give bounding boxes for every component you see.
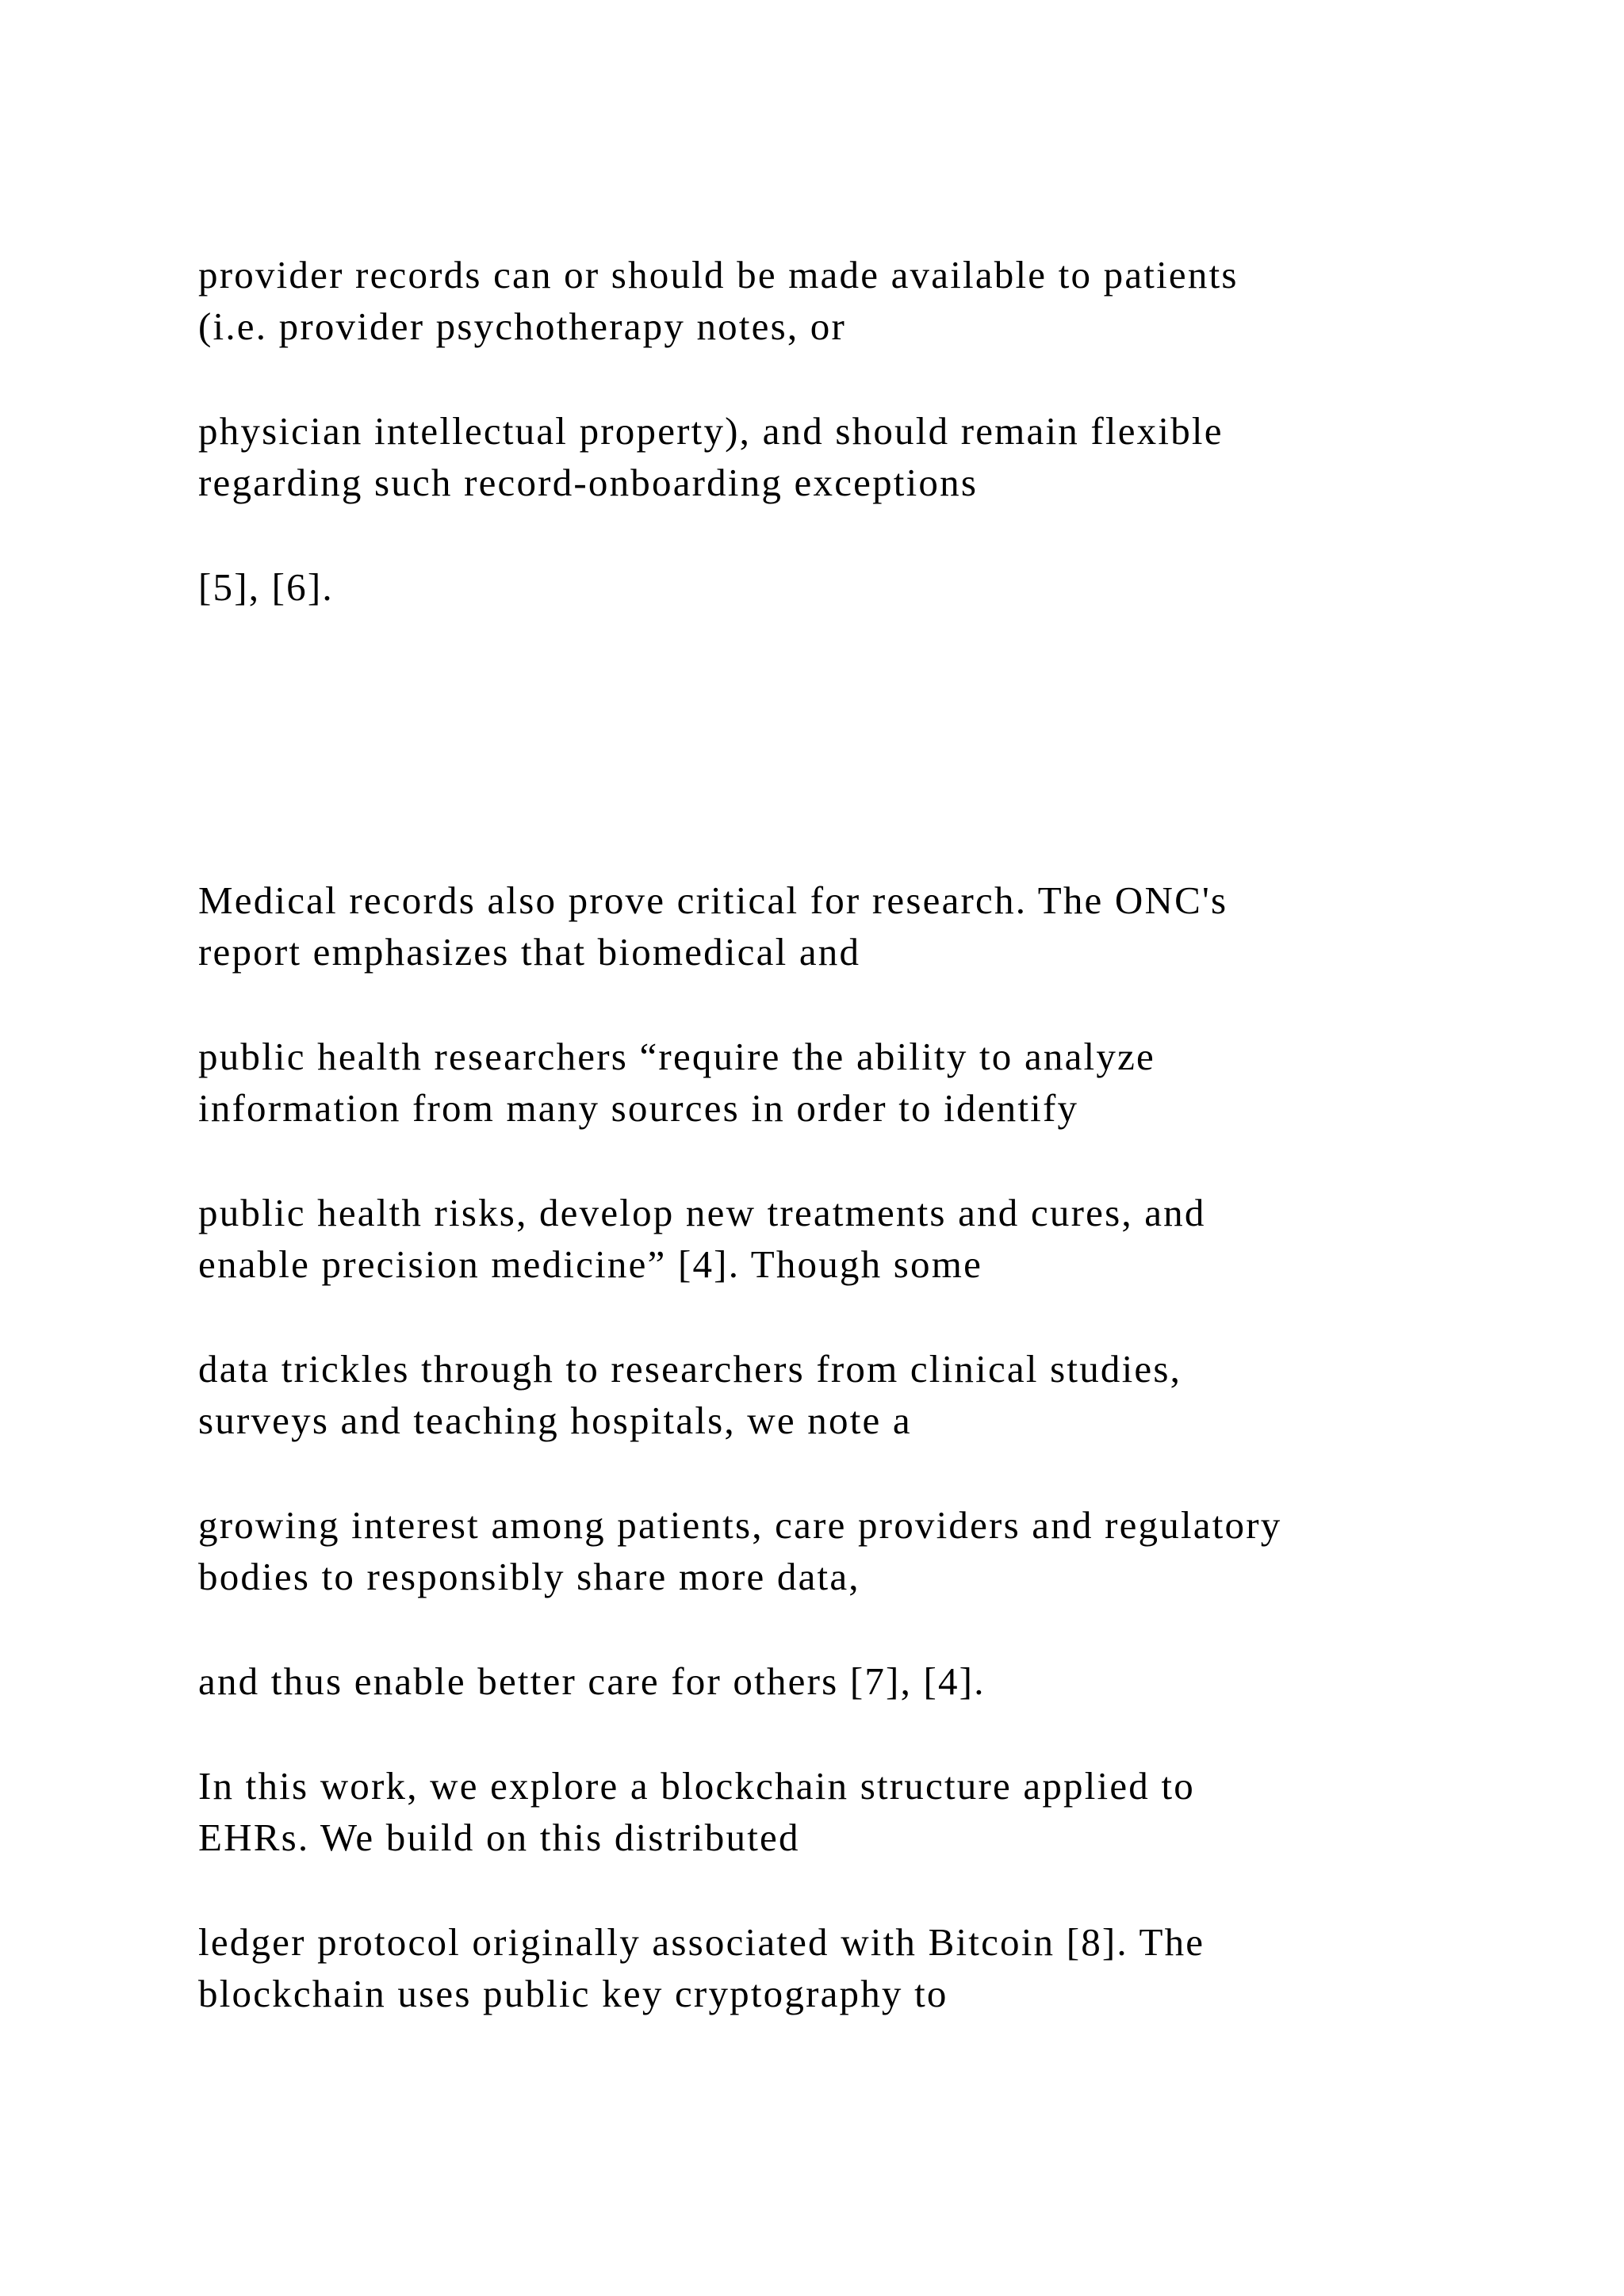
text-line: ledger protocol originally associated with Bitcoin [8]. The [198,1920,1205,1964]
text-line: (i.e. provider psychotherapy notes, or [198,304,847,348]
text-line: bodies to responsibly share more data, [198,1555,860,1598]
text-line: [5], [6]. [198,565,334,609]
text-line: information from many sources in order to identify [198,1086,1079,1130]
text-line: report emphasizes that biomedical and [198,930,861,974]
text-line: regarding such record-onboarding exceptions [198,461,979,504]
text-line: In this work, we explore a blockchain structure applied to [198,1764,1195,1808]
text-line: and thus enable better care for others [7], [4]. [198,1659,986,1703]
text-line: growing interest among patients, care providers and regulatory [198,1503,1282,1547]
text-line: blockchain uses public key cryptography to [198,1972,948,2015]
text-line: Medical records also prove critical for research. The ONC's [198,878,1228,922]
text-line: provider records can or should be made available to patients [198,253,1239,297]
text-line: enable precision medicine” [4]. Though some [198,1242,983,1286]
text-line: surveys and teaching hospitals, we note a [198,1399,912,1442]
text-line: public health researchers “require the ability to analyze [198,1035,1155,1078]
text-line: EHRs. We build on this distributed [198,1816,800,1859]
text-line: data trickles through to researchers from clinical studies, [198,1347,1182,1391]
text-line: physician intellectual property), and should remain flexible [198,409,1224,453]
text-line: public health risks, develop new treatments and cures, and [198,1191,1206,1234]
